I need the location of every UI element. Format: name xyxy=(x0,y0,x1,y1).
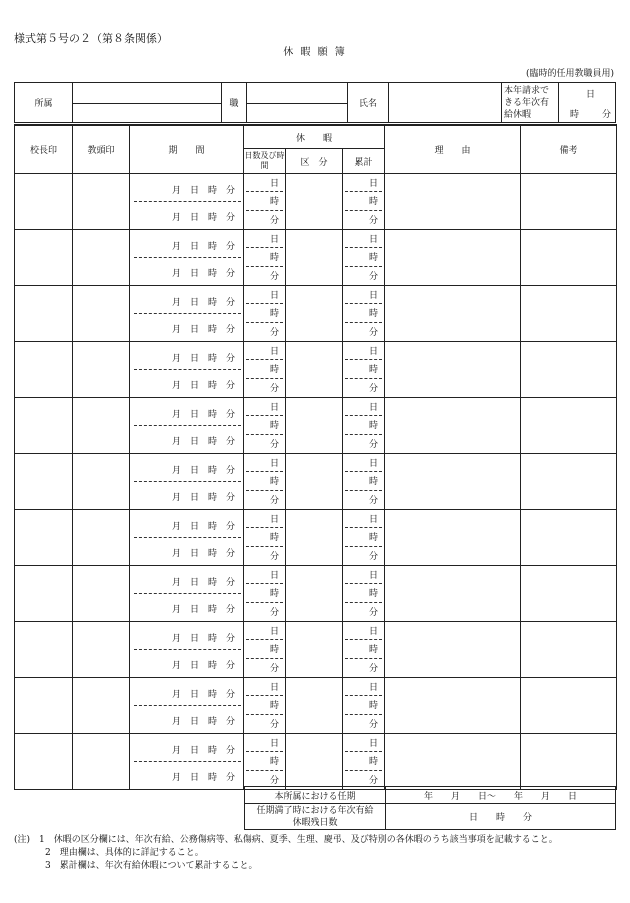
days-unit-hour: 時 xyxy=(269,197,279,207)
period-cell[interactable] xyxy=(130,622,244,678)
days-cell[interactable] xyxy=(244,622,286,678)
period-divider xyxy=(134,649,241,650)
days-divider xyxy=(246,322,283,323)
days-unit-day: 日 xyxy=(269,571,279,581)
cum-unit-day: 日 xyxy=(369,403,379,413)
days-unit-minute: 分 xyxy=(269,440,279,450)
cum-unit-hour: 時 xyxy=(369,701,379,711)
cum-divider xyxy=(345,695,382,696)
principal-seal-cell[interactable] xyxy=(15,622,73,678)
days-unit-hour: 時 xyxy=(269,253,279,263)
days-unit-day: 日 xyxy=(269,347,279,357)
cum-divider xyxy=(345,658,382,659)
period-cell[interactable] xyxy=(130,230,244,286)
cum-unit-minute: 分 xyxy=(369,776,379,786)
days-divider xyxy=(246,527,283,528)
cum-unit-minute: 分 xyxy=(369,328,379,338)
days-cell[interactable] xyxy=(244,398,286,454)
head-teacher-seal-cell[interactable] xyxy=(73,678,130,734)
cum-unit-minute: 分 xyxy=(369,384,379,394)
period-divider xyxy=(134,369,241,370)
period-end-units: 月 日 時 分 xyxy=(171,437,235,447)
days-divider xyxy=(246,378,283,379)
days-divider xyxy=(246,583,283,584)
days-unit-minute: 分 xyxy=(269,216,279,226)
category-cell[interactable] xyxy=(286,286,343,342)
days-unit-hour: 時 xyxy=(269,589,279,599)
col-period: 期 間 xyxy=(130,125,244,174)
remarks-cell[interactable] xyxy=(521,510,617,566)
days-divider xyxy=(246,266,283,267)
remarks-cell[interactable] xyxy=(521,398,617,454)
days-divider xyxy=(246,658,283,659)
col-cumulative: 累計 xyxy=(343,149,385,174)
category-cell[interactable] xyxy=(286,174,343,230)
col-principal-seal: 校長印 xyxy=(15,125,73,174)
category-cell[interactable] xyxy=(286,678,343,734)
cum-divider xyxy=(345,751,382,752)
principal-seal-cell[interactable] xyxy=(15,174,73,230)
period-divider xyxy=(134,257,241,258)
cumulative-cell[interactable] xyxy=(343,398,385,454)
head-teacher-seal-cell[interactable] xyxy=(73,342,130,398)
reason-cell[interactable] xyxy=(385,566,521,622)
days-unit-minute: 分 xyxy=(269,384,279,394)
col-remarks: 備考 xyxy=(521,125,617,174)
cumulative-cell[interactable] xyxy=(343,510,385,566)
cum-divider xyxy=(345,639,382,640)
days-cell[interactable] xyxy=(244,174,286,230)
principal-seal-cell[interactable] xyxy=(15,510,73,566)
period-divider xyxy=(134,481,241,482)
days-cell[interactable] xyxy=(244,230,286,286)
cum-divider xyxy=(345,471,382,472)
days-divider xyxy=(246,471,283,472)
cum-divider xyxy=(345,303,382,304)
cum-unit-day: 日 xyxy=(369,291,379,301)
reason-cell[interactable] xyxy=(385,734,521,790)
cum-unit-minute: 分 xyxy=(369,440,379,450)
period-cell[interactable] xyxy=(130,342,244,398)
period-start-units: 月 日 時 分 xyxy=(171,634,235,644)
table-row xyxy=(15,454,617,510)
principal-seal-cell[interactable] xyxy=(15,734,73,790)
remarks-cell[interactable] xyxy=(521,174,617,230)
period-end-units: 月 日 時 分 xyxy=(171,269,235,279)
period-end-units: 月 日 時 分 xyxy=(171,381,235,391)
reason-cell[interactable] xyxy=(385,510,521,566)
principal-seal-cell[interactable] xyxy=(15,286,73,342)
principal-seal-cell[interactable] xyxy=(15,398,73,454)
cum-unit-minute: 分 xyxy=(369,496,379,506)
days-divider xyxy=(246,695,283,696)
leave-table xyxy=(14,124,617,790)
period-start-units: 月 日 時 分 xyxy=(171,522,235,532)
cum-unit-hour: 時 xyxy=(369,197,379,207)
cum-unit-minute: 分 xyxy=(369,272,379,282)
category-cell[interactable] xyxy=(286,230,343,286)
term-label: 本所属における任期 xyxy=(245,787,386,804)
period-start-units: 月 日 時 分 xyxy=(171,746,235,756)
remarks-cell[interactable] xyxy=(521,622,617,678)
principal-seal-cell[interactable] xyxy=(15,342,73,398)
days-divider xyxy=(246,602,283,603)
period-cell[interactable] xyxy=(130,286,244,342)
period-start-units: 月 日 時 分 xyxy=(171,410,235,420)
period-divider xyxy=(134,537,241,538)
note-1: 1 休暇の区分欄には、年次有給、公務傷病等、私傷病、夏季、生理、慶弔、及び特別の各休暇のうち該当事項を記載すること。 xyxy=(39,835,558,845)
cum-divider xyxy=(345,266,382,267)
head-teacher-seal-cell[interactable] xyxy=(73,734,130,790)
days-unit-minute: 分 xyxy=(269,552,279,562)
days-divider xyxy=(246,210,283,211)
cum-divider xyxy=(345,359,382,360)
cum-unit-day: 日 xyxy=(369,627,379,637)
days-divider xyxy=(246,751,283,752)
principal-seal-cell[interactable] xyxy=(15,678,73,734)
period-start-units: 月 日 時 分 xyxy=(171,186,235,196)
cum-unit-hour: 時 xyxy=(369,757,379,767)
term-table xyxy=(244,786,616,830)
cum-divider xyxy=(345,490,382,491)
period-divider xyxy=(134,313,241,314)
principal-seal-cell[interactable] xyxy=(15,454,73,510)
remarks-cell[interactable] xyxy=(521,230,617,286)
head-teacher-seal-cell[interactable] xyxy=(73,454,130,510)
period-start-units: 月 日 時 分 xyxy=(171,242,235,252)
form-subtitle: (臨時的任用教職員用) xyxy=(525,69,614,79)
remarks-cell[interactable] xyxy=(521,566,617,622)
cum-divider xyxy=(345,714,382,715)
notes-prefix: (注) xyxy=(14,835,31,845)
name-label: 氏名 xyxy=(348,83,389,123)
remarks-cell[interactable] xyxy=(521,678,617,734)
cum-unit-hour: 時 xyxy=(369,589,379,599)
col-reason: 理 由 xyxy=(385,125,521,174)
category-cell[interactable] xyxy=(286,510,343,566)
table-row xyxy=(15,286,617,342)
cum-divider xyxy=(345,583,382,584)
head-teacher-seal-cell[interactable] xyxy=(73,510,130,566)
note-2: 2 理由欄は、具体的に詳記すること。 xyxy=(45,848,204,858)
principal-seal-cell[interactable] xyxy=(15,566,73,622)
cumulative-cell[interactable] xyxy=(343,622,385,678)
table-row xyxy=(15,174,617,230)
days-unit-hour: 時 xyxy=(269,701,279,711)
days-unit-hour: 時 xyxy=(269,309,279,319)
reason-cell[interactable] xyxy=(385,622,521,678)
period-end-units: 月 日 時 分 xyxy=(171,549,235,559)
days-unit-day: 日 xyxy=(269,235,279,245)
annual-leave-label: 本年請求できる年次有給休暇 xyxy=(502,83,559,123)
period-start-units: 月 日 時 分 xyxy=(171,354,235,364)
days-unit-day: 日 xyxy=(269,291,279,301)
cumulative-cell[interactable] xyxy=(343,678,385,734)
category-cell[interactable] xyxy=(286,622,343,678)
period-cell[interactable] xyxy=(130,454,244,510)
col-days-hours: 日数及び時間 xyxy=(244,149,286,174)
cum-divider xyxy=(345,770,382,771)
table-row xyxy=(15,510,617,566)
period-start-units: 月 日 時 分 xyxy=(171,466,235,476)
days-unit-day: 日 xyxy=(269,515,279,525)
reason-cell[interactable] xyxy=(385,286,521,342)
table-row xyxy=(15,230,617,286)
category-cell[interactable] xyxy=(286,342,343,398)
period-start-units: 月 日 時 分 xyxy=(171,578,235,588)
head-teacher-seal-cell[interactable] xyxy=(73,230,130,286)
cum-unit-minute: 分 xyxy=(369,552,379,562)
cumulative-cell[interactable] xyxy=(343,230,385,286)
remarks-cell[interactable] xyxy=(521,454,617,510)
category-cell[interactable] xyxy=(286,566,343,622)
days-divider xyxy=(246,191,283,192)
period-divider xyxy=(134,425,241,426)
term-value[interactable]: 年 月 日～ 年 月 日 xyxy=(386,787,616,804)
cum-divider xyxy=(345,415,382,416)
days-unit-day: 日 xyxy=(269,683,279,693)
head-teacher-seal-cell[interactable] xyxy=(73,566,130,622)
cum-unit-hour: 時 xyxy=(369,645,379,655)
days-unit-hour: 時 xyxy=(269,533,279,543)
days-cell[interactable] xyxy=(244,342,286,398)
head-teacher-seal-cell[interactable] xyxy=(73,398,130,454)
period-end-units: 月 日 時 分 xyxy=(171,605,235,615)
position-field[interactable] xyxy=(247,83,348,123)
days-cell[interactable] xyxy=(244,566,286,622)
unit-day: 日 xyxy=(585,90,595,100)
table-row xyxy=(15,734,617,790)
remaining-value[interactable]: 日 時 分 xyxy=(386,804,616,830)
period-divider xyxy=(134,593,241,594)
days-divider xyxy=(246,359,283,360)
cum-unit-day: 日 xyxy=(369,683,379,693)
cum-divider xyxy=(345,210,382,211)
cum-unit-minute: 分 xyxy=(369,216,379,226)
position-label: 職 xyxy=(222,83,247,123)
col-head-teacher-seal: 教頭印 xyxy=(73,125,130,174)
days-unit-minute: 分 xyxy=(269,328,279,338)
info-table xyxy=(14,82,616,123)
head-teacher-seal-cell[interactable] xyxy=(73,286,130,342)
cum-unit-hour: 時 xyxy=(369,533,379,543)
period-cell[interactable] xyxy=(130,734,244,790)
remarks-cell[interactable] xyxy=(521,286,617,342)
reason-cell[interactable] xyxy=(385,230,521,286)
cum-unit-day: 日 xyxy=(369,515,379,525)
days-unit-minute: 分 xyxy=(269,272,279,282)
cum-unit-hour: 時 xyxy=(369,421,379,431)
cum-unit-day: 日 xyxy=(369,347,379,357)
period-end-units: 月 日 時 分 xyxy=(171,325,235,335)
cum-unit-hour: 時 xyxy=(369,365,379,375)
period-end-units: 月 日 時 分 xyxy=(171,773,235,783)
days-unit-day: 日 xyxy=(269,179,279,189)
affiliation-label: 所属 xyxy=(15,83,73,123)
reason-cell[interactable] xyxy=(385,398,521,454)
category-cell[interactable] xyxy=(286,734,343,790)
period-end-units: 月 日 時 分 xyxy=(171,493,235,503)
table-row xyxy=(15,622,617,678)
days-unit-hour: 時 xyxy=(269,645,279,655)
period-divider xyxy=(134,705,241,706)
days-unit-hour: 時 xyxy=(269,757,279,767)
days-unit-day: 日 xyxy=(269,459,279,469)
affiliation-field[interactable] xyxy=(73,83,222,123)
cum-divider xyxy=(345,191,382,192)
cumulative-cell[interactable] xyxy=(343,454,385,510)
cumulative-cell[interactable] xyxy=(343,342,385,398)
cumulative-cell[interactable] xyxy=(343,286,385,342)
category-cell[interactable] xyxy=(286,398,343,454)
principal-seal-cell[interactable] xyxy=(15,230,73,286)
days-cell[interactable] xyxy=(244,454,286,510)
cumulative-cell[interactable] xyxy=(343,734,385,790)
days-divider xyxy=(246,639,283,640)
days-unit-minute: 分 xyxy=(269,720,279,730)
cum-divider xyxy=(345,378,382,379)
cum-unit-minute: 分 xyxy=(369,608,379,618)
period-cell[interactable] xyxy=(130,174,244,230)
page-title: 休 暇 願 簿 xyxy=(283,47,347,58)
cumulative-cell[interactable] xyxy=(343,566,385,622)
cum-unit-day: 日 xyxy=(369,571,379,581)
reason-cell[interactable] xyxy=(385,342,521,398)
period-start-units: 月 日 時 分 xyxy=(171,298,235,308)
days-unit-minute: 分 xyxy=(269,776,279,786)
days-unit-hour: 時 xyxy=(269,477,279,487)
remaining-label: 任期満了時における年次有給休暇残日数 xyxy=(245,804,386,830)
period-cell[interactable] xyxy=(130,566,244,622)
days-divider xyxy=(246,546,283,547)
days-divider xyxy=(246,247,283,248)
days-divider xyxy=(246,770,283,771)
days-divider xyxy=(246,714,283,715)
days-cell[interactable] xyxy=(244,734,286,790)
days-unit-minute: 分 xyxy=(269,496,279,506)
days-divider xyxy=(246,303,283,304)
days-unit-day: 日 xyxy=(269,627,279,637)
days-unit-day: 日 xyxy=(269,403,279,413)
cum-divider xyxy=(345,602,382,603)
period-cell[interactable] xyxy=(130,398,244,454)
days-divider xyxy=(246,490,283,491)
annual-leave-field[interactable] xyxy=(559,83,616,123)
reason-cell[interactable] xyxy=(385,454,521,510)
period-end-units: 月 日 時 分 xyxy=(171,717,235,727)
table-row xyxy=(15,398,617,454)
days-divider xyxy=(246,415,283,416)
days-cell[interactable] xyxy=(244,510,286,566)
cum-divider xyxy=(345,322,382,323)
days-unit-hour: 時 xyxy=(269,365,279,375)
form-id: 様式第５号の２（第８条関係） xyxy=(14,32,168,45)
period-end-units: 月 日 時 分 xyxy=(171,661,235,671)
cum-unit-day: 日 xyxy=(369,739,379,749)
period-divider xyxy=(134,761,241,762)
period-cell[interactable] xyxy=(130,510,244,566)
days-unit-minute: 分 xyxy=(269,664,279,674)
cum-unit-minute: 分 xyxy=(369,720,379,730)
period-start-units: 月 日 時 分 xyxy=(171,690,235,700)
col-leave: 休 暇 xyxy=(244,125,385,149)
cum-divider xyxy=(345,434,382,435)
cum-unit-day: 日 xyxy=(369,179,379,189)
period-end-units: 月 日 時 分 xyxy=(171,213,235,223)
period-cell[interactable] xyxy=(130,678,244,734)
unit-hour: 時 xyxy=(569,110,579,120)
days-cell[interactable] xyxy=(244,678,286,734)
cum-unit-day: 日 xyxy=(369,235,379,245)
cum-divider xyxy=(345,247,382,248)
notes xyxy=(14,834,558,873)
days-unit-minute: 分 xyxy=(269,608,279,618)
table-row xyxy=(15,342,617,398)
table-row xyxy=(15,566,617,622)
unit-minute: 分 xyxy=(601,110,611,120)
period-divider xyxy=(134,201,241,202)
cum-unit-minute: 分 xyxy=(369,664,379,674)
remarks-cell[interactable] xyxy=(521,734,617,790)
cum-divider xyxy=(345,546,382,547)
name-field[interactable] xyxy=(389,83,502,123)
days-cell[interactable] xyxy=(244,286,286,342)
days-divider xyxy=(246,434,283,435)
note-3: 3 累計欄は、年次有給休暇について累計すること。 xyxy=(45,861,258,871)
days-unit-hour: 時 xyxy=(269,421,279,431)
table-row xyxy=(15,678,617,734)
reason-cell[interactable] xyxy=(385,174,521,230)
cum-unit-hour: 時 xyxy=(369,253,379,263)
category-cell[interactable] xyxy=(286,454,343,510)
days-unit-day: 日 xyxy=(269,739,279,749)
head-teacher-seal-cell[interactable] xyxy=(73,174,130,230)
cum-divider xyxy=(345,527,382,528)
remarks-cell[interactable] xyxy=(521,342,617,398)
cumulative-cell[interactable] xyxy=(343,174,385,230)
cum-unit-hour: 時 xyxy=(369,477,379,487)
col-category: 区 分 xyxy=(286,149,343,174)
cum-unit-hour: 時 xyxy=(369,309,379,319)
cum-unit-day: 日 xyxy=(369,459,379,469)
head-teacher-seal-cell[interactable] xyxy=(73,622,130,678)
reason-cell[interactable] xyxy=(385,678,521,734)
